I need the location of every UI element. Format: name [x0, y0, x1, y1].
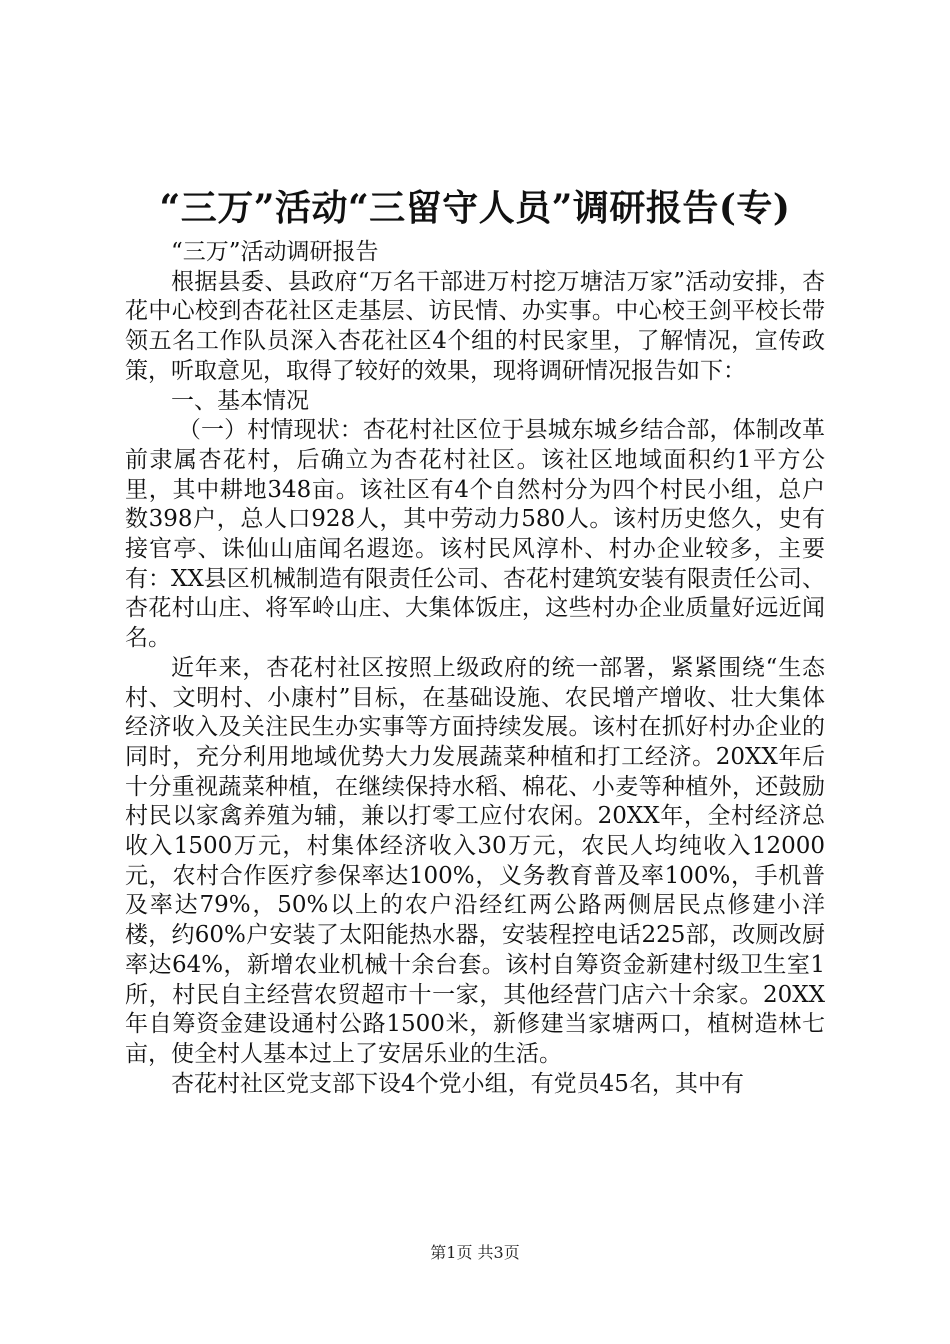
page-footer: 第1页 共3页	[430, 1243, 520, 1262]
village-status-paragraph: （一）村情现状：杏花村社区位于县城东城乡结合部，体制改革前隶属杏花村，后确立为杏花村社区。该社区地域面积约1平方公里，其中耕地348亩。该社区有4个自然村分为四个村民小组，总户数398户，总人口928人，其中劳动力580人。该村历史悠久，史有接官亭、诛仙山庙闻名遐迩。该村民风淳朴、村办企业较多，主要有：XX县区机械制造有限责任公司、杏花村建筑安装有限责任公司、杏花村山庄、将军岭山庄、大集体饭庄，这些村办企业质量好远近闻名。	[125, 417, 825, 652]
intro-paragraph: 根据县委、县政府“万名干部进万村挖万塘洁万家”活动安排，杏花中心校到杏花社区走基层、访民情、办实事。中心校王剑平校长带领五名工作队员深入杏花社区4个组的村民家里，了解情况，宣传政策，听取意见，取得了较好的效果，现将调研情况报告如下：	[125, 268, 825, 384]
section-heading: 一、基本情况	[171, 387, 309, 414]
party-branch-paragraph: 杏花村社区党支部下设4个党小组，有党员45名，其中有	[171, 1070, 744, 1097]
recent-years-paragraph: 近年来，杏花村社区按照上级政府的统一部署，紧紧围绕“生态村、文明村、小康村”目标，在基础设施、农民增产增收、壮大集体经济收入及关注民生办实事等方面持续发展。该村在抓好村办企业的同时，充分利用地域优势大力发展蔬菜种植和打工经济。20XX年后十分重视蔬菜种植，在继续保持水稻、棉花、小麦等种植外，还鼓励村民以家禽养殖为辅，兼以打零工应付农闲。20XX年，全村经济总收入1500万元，村集体经济收入30万元，农民人均纯收入12000元，农村合作医疗参保率达100%，义务教育普及率100%，手机普及率达79%，50%以上的农户沿经红两公路两侧居民点修建小洋楼，约60%户安装了太阳能热水器，安装程控电话225部，改厕改厨率达64%，新增农业机械十余台套。该村自筹资金新建村级卫生室1所，村民自主经营农贸超市十一家，其他经营门店六十余家。20XX年自筹资金建设通村公路1500米，新修建当家塘两口，植树造林七亩，使全村人基本过上了安居乐业的生活。	[125, 654, 825, 1067]
report-subtitle: “三万”活动调研报告	[171, 239, 379, 265]
document-body	[125, 238, 825, 1099]
document-title: “三万”活动“三留守人员”调研报告(专)	[159, 187, 791, 229]
